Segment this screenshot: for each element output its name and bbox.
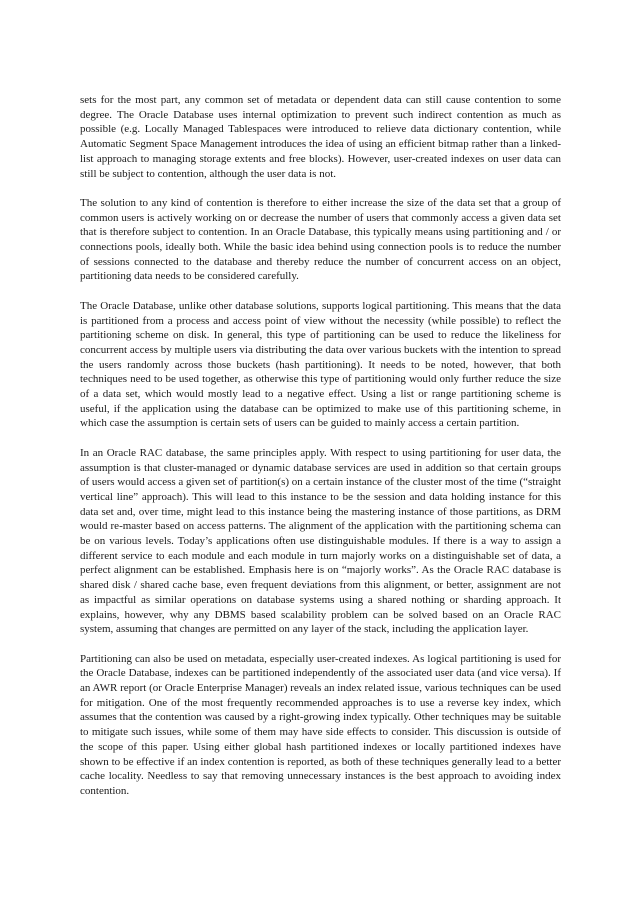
paragraph-contention-solution: The solution to any kind of contention is therefore to either increase the size of the data set that a group of common users is actively working on or decrease the number of users that commonly access a given data set that is therefore subject to contention. In an Oracle Database, this typically means using partitioning and / or connections pools, ideally both. While the basic idea behind using connection pools is to reduce the number of sessions connected to the database and thereby reduce the number of concurrent access on an object, partitioning data needs to be considered carefully. [80, 196, 561, 283]
paragraph-logical-partitioning: The Oracle Database, unlike other database solutions, supports logical partitioning. This means that the data is partitioned from a process and access point of view without the necessity (while possible) to reflect the partitioning scheme on disk. In general, this type of partitioning can be used to reduce the likeliness for concurrent access by multiple users via distributing the data over various buckets with the intention to spread the users randomly across those buckets (hash partitioning). It needs to be noted, however, that both techniques need to be used together, as otherwise this type of partitioning would only further reduce the size of a data set, which would mostly lead to a negative effect. Using a list or range partitioning scheme is useful, if the application using the database can be optimized to make use of this partitioning scheme, in which case the assumption is certain sets of users can be guided to mainly access a certain partition. [80, 299, 561, 430]
paragraph-oracle-rac-partitioning: In an Oracle RAC database, the same principles apply. With respect to using partitioning for user data, the assumption is that cluster-managed or dynamic database services are used in addition so that certain groups of users would access a given set of partition(s) on a certain instance of the cluster most of the time (“straight vertical line” approach). This will lead to this instance to be the session and data holding instance for this data set and, over time, might lead to this instance being the mastering instance of those partitions, as DRM would re-master based on access patterns. The alignment of the application with the partitioning schema can be on various levels. Today’s applications often use distinguishable modules. If there is a way to assign a different service to each module and each module in turn majorly works on a distinguishable set of data, a perfect alignment can be established. Emphasis here is on “majorly works”. As the Oracle RAC database is shared disk / shared cache base, even frequent deviations from this alignment, or better, assignment are not as impactful as similar operations on database systems using a shared nothing or sharding approach. It explains, however, why any DBMS based scalability problem can be solved based on an Oracle RAC system, assuming that changes are permitted on any layer of the stack, including the application layer. [80, 446, 561, 636]
paragraph-indirect-contention: sets for the most part, any common set of metadata or dependent data can still cause contention to some degree. The Oracle Database uses internal optimization to prevent such indirect contention as much as possible (e.g. Locally Managed Tablespaces were introduced to relieve data dictionary contention, while Automatic Segment Space Management introduces the idea of using an efficient bitmap rather than a linked-list approach to managing storage extents and free blocks). However, user-created indexes on user data can still be subject to contention, although the user data is not. [80, 94, 561, 180]
paragraph-index-partitioning: Partitioning can also be used on metadata, especially user-created indexes. As logical partitioning is used for the Oracle Database, indexes can be partitioned independently of the associated user data (and vice versa). If an AWR report (or Oracle Enterprise Manager) reveals an index related issue, various techniques can be used for mitigation. One of the most frequently recommended approaches is to use a reverse key index, which assumes that the contention was caused by a right-growing index typically. Other techniques may be suitable to mitigate such issues, while some of them may have side effects to consider. This discussion is outside of the scope of this paper. Using either global hash partitioned indexes or locally partitioned indexes have shown to be effective if an index contention is reported, as both of these techniques generally lead to a better cache locality. Needless to say that removing unnecessary instances is the best approach to avoiding index contention. [80, 652, 561, 797]
document-body [80, 93, 561, 813]
